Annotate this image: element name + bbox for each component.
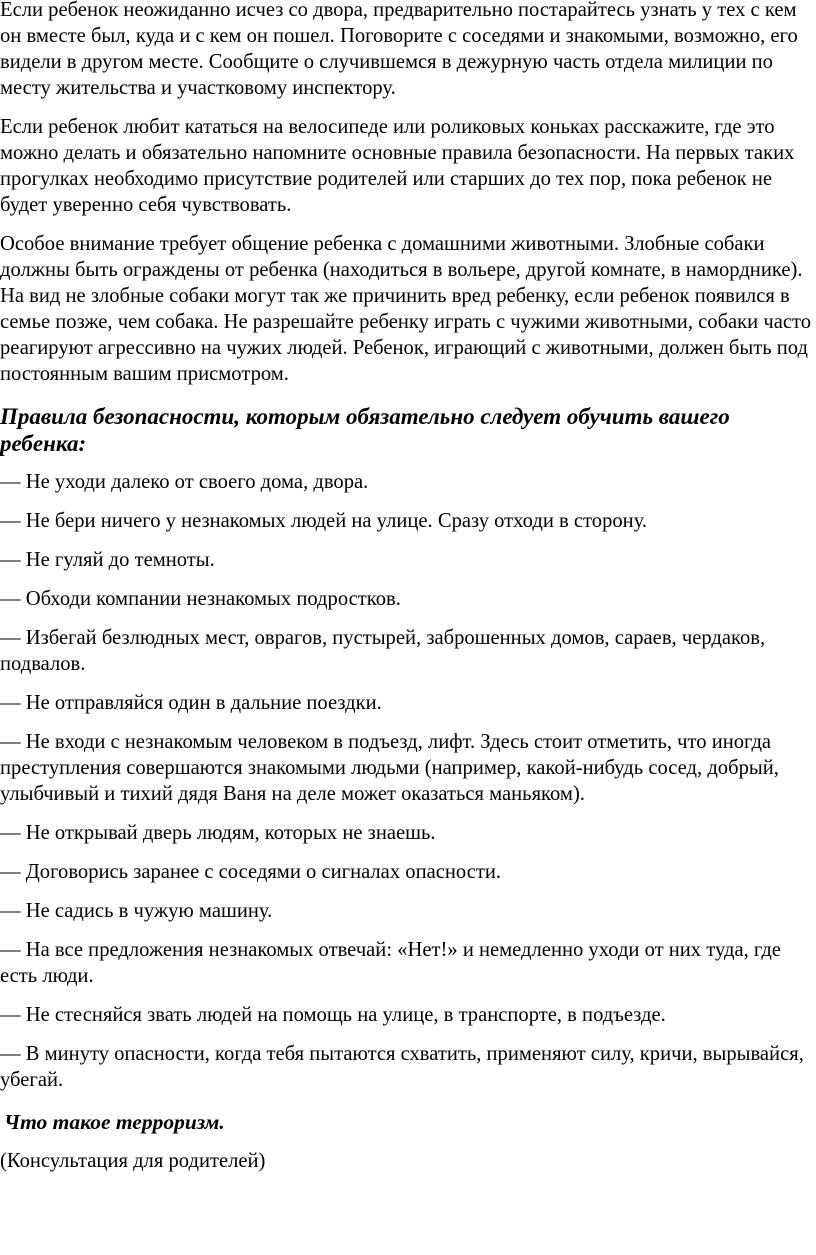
rule-item: — Не стесняйся звать людей на помощь на улице, в транспорте, в подъезде. xyxy=(0,1004,666,1026)
rules-list xyxy=(0,469,812,1093)
rules-heading: Правила безопасности, которым обязательно следует обучить вашего ребенка: xyxy=(0,404,730,456)
terrorism-subtitle: (Консультация для родителей) xyxy=(0,1150,266,1172)
rule-item: — На все предложения незнакомых отвечай: «Нет!» и немедленно уходи от них туда, где есть люди. xyxy=(0,939,781,987)
paragraph-cycling: Если ребенок любит кататься на велосипеде или роликовых коньках расскажите, где это можно делать и обязательно напомните основные правила безопасности. На первых таких прогулках необходимо присутствие родителей или старших до тех пор, пока ребенок не будет уверенно себя чувствовать. xyxy=(0,116,795,216)
rule-item: — Не отправляйся один в дальние поездки. xyxy=(0,692,382,714)
rule-item: — Не уходи далеко от своего дома, двора. xyxy=(0,471,369,493)
paragraph-animals: Особое внимание требует общение ребенка с домашними животными. Злобные собаки должны быть ограждены от ребенка (находиться в вольере, другой комнате, в наморднике). На вид не злобные собаки могут так же причинить вред ребенку, если ребенок появился в семье позже, чем собака. Не разрешайте ребенку играть с чужими животными, собаки часто реагируют агрессивно на чужих людей. Ребенок, играющий с животными, должен быть под постоянным вашим присмотром. xyxy=(0,233,812,385)
rule-item: — Не садись в чужую машину. xyxy=(0,900,273,922)
rule-item: — В минуту опасности, когда тебя пытаются схватить, применяют силу, кричи, вырывайся, убегай. xyxy=(0,1043,804,1091)
terrorism-heading: Что такое терроризм. xyxy=(4,1110,225,1134)
paragraph-missing-child: Если ребенок неожиданно исчез со двора, предварительно постарайтесь узнать у тех с кем он вместе был, куда и с кем он пошел. Поговорите с соседями и знакомыми, возможно, его видели в другом месте. Сообщите о случившемся в дежурную часть отдела милиции по месту жительства и участковому инспектору. xyxy=(0,0,798,99)
rule-item: — Не бери ничего у незнакомых людей на улице. Сразу отходи в сторону. xyxy=(0,510,648,532)
rule-item: — Договорись заранее с соседями о сигналах опасности. xyxy=(0,861,502,883)
rule-item: — Не открывай дверь людям, которых не знаешь. xyxy=(0,822,436,844)
rule-item: — Обходи компании незнакомых подростков. xyxy=(0,588,401,610)
rule-item: — Не входи с незнакомым человеком в подъезд, лифт. Здесь стоит отметить, что иногда преступления совершаются знакомыми людьми (например, какой-нибудь сосед, добрый, улыбчивый и тихий дядя Ваня на деле может оказаться маньяком). xyxy=(0,731,779,805)
rule-item: — Избегай безлюдных мест, оврагов, пустырей, заброшенных домов, сараев, чердаков, подвалов. xyxy=(0,627,766,675)
rule-item: — Не гуляй до темноты. xyxy=(0,549,215,571)
